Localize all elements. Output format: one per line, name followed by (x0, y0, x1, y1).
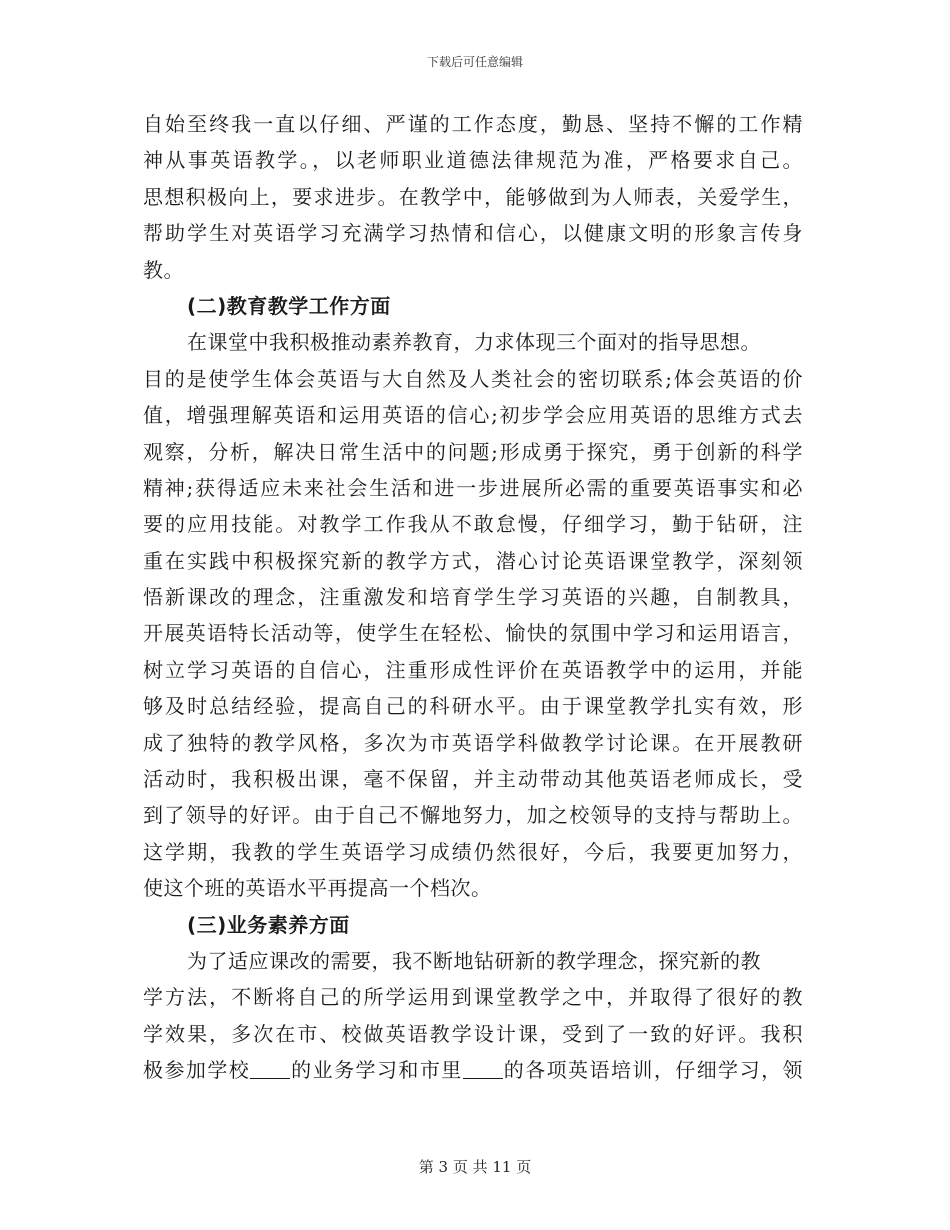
paragraph-line: 要的应用技能。对教学工作我从不敢怠慢，仔细学习，勤于钻研，注 (143, 512, 803, 537)
line-segment: 极参加学校 (143, 1058, 251, 1083)
paragraph-line: 自始至终我一直以仔细、严谨的工作态度，勤恳、坚持不懈的工作精 (143, 112, 803, 136)
line-segment: 的各项英语培训，仔细学习，领 (502, 1058, 804, 1083)
header-note: 下载后可任意编辑 (426, 55, 523, 69)
paragraph-line: 这学期，我教的学生英语学习成绩仍然很好，今后，我要更加努力， (143, 839, 803, 864)
paragraph-line: 开展英语特长活动等，使学生在轻松、愉快的氛围中学习和运用语言， (143, 621, 803, 646)
paragraph-line-with-blanks (143, 1052, 803, 1088)
paragraph-line: 悟新课改的理念，注重激发和培育学生学习英语的兴趣，自制教具， (143, 585, 803, 610)
fill-in-blank (250, 1058, 290, 1079)
paragraph-line: 神从事英语教学。，以老师职业道德法律规范为准，严格要求自己。 (143, 148, 803, 173)
page-number: 第 3 页 共 11 页 (418, 1158, 532, 1176)
paragraph-line: 为了适应课改的需要，我不断地钻研新的教学理念，探究新的教 (187, 948, 761, 973)
paragraph-line: 学效果，多次在市、校做英语教学设计课，受到了一致的好评。我积 (143, 1021, 803, 1046)
paragraph-line: 教。 (143, 257, 184, 282)
paragraph-line: 活动时，我积极出课，毫不保留，并主动带动其他英语老师成长，受 (143, 767, 803, 792)
paragraph-line: 思想积极向上，要求进步。在教学中，能够做到为人师表，关爱学生， (143, 184, 803, 209)
paragraph-line: 在课堂中我积极推动素养教育，力求体现三个面对的指导思想。 (187, 330, 761, 355)
paragraph-line: 帮助学生对英语学习充满学习热情和信心，以健康文明的形象言传身 (143, 221, 803, 246)
paragraph-line: 学方法，不断将自己的所学运用到课堂教学之中，并取得了很好的教 (143, 985, 803, 1010)
line-segment: 的业务学习和市里 (290, 1058, 463, 1083)
paragraph-line: 目的是使学生体会英语与大自然及人类社会的密切联系;体会英语的价 (143, 366, 803, 391)
fill-in-blank (463, 1058, 503, 1079)
paragraph-line: 到了领导的好评。由于自己不懈地努力，加之校领导的支持与帮助上。 (143, 803, 803, 828)
paragraph-line: 精神;获得适应未来社会生活和进一步进展所必需的重要英语事实和必 (143, 475, 803, 500)
paragraph-line: 成了独特的教学风格，多次为市英语学科做教学讨论课。在开展教研 (143, 730, 803, 755)
paragraph-line: 观察，分析，解决日常生活中的问题;形成勇于探究，勇于创新的科学 (143, 439, 803, 464)
paragraph-line: 树立学习英语的自信心，注重形成性评价在英语教学中的运用，并能 (143, 657, 803, 682)
paragraph-line: 够及时总结经验，提高自己的科研水平。由于课堂教学扎实有效，形 (143, 694, 803, 719)
paragraph-line: 重在实践中积极探究新的教学方式，潜心讨论英语课堂教学，深刻领 (143, 548, 803, 573)
paragraph-line: 值，增强理解英语和运用英语的信心;初步学会应用英语的思维方式去 (143, 403, 803, 428)
section-heading: (三)业务素养方面 (187, 912, 350, 937)
document-body (143, 106, 803, 1089)
section-heading: (二)教育教学工作方面 (187, 293, 391, 318)
paragraph-line: 使这个班的英语水平再提高一个档次。 (143, 876, 492, 901)
